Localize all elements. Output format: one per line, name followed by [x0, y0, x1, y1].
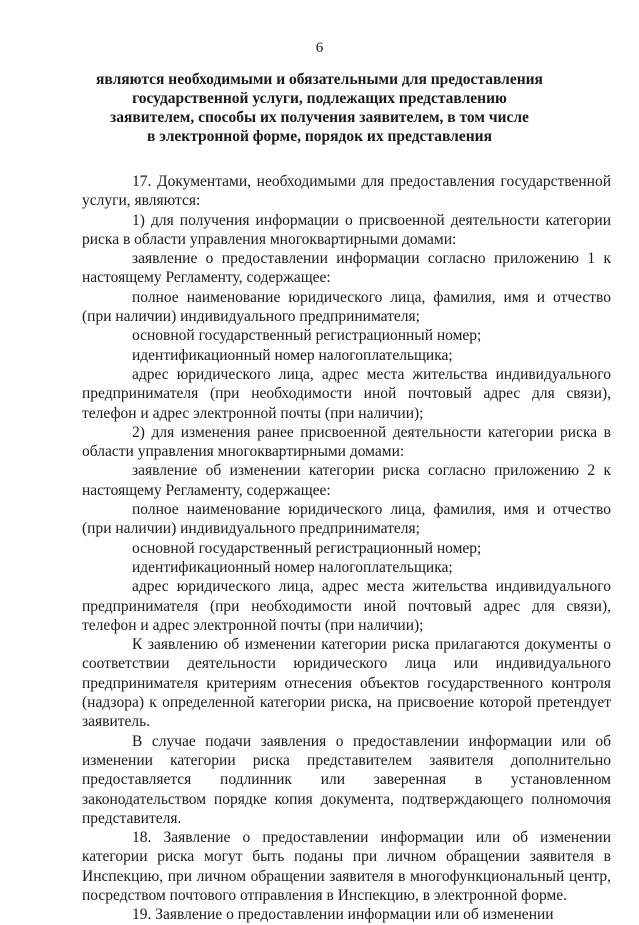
paragraph: основной государственный регистрационный номер; — [132, 539, 482, 557]
paragraph: полное наименование юридического лица, фамилия, имя и отчество (при наличии) индивидуального предпринимателя; — [82, 501, 611, 538]
heading-line: заявителем, способы их получения заявителем, в том числе — [110, 109, 529, 126]
heading-line: являются необходимыми и обязательными для предоставления — [96, 71, 543, 88]
paragraph: заявление о предоставлении информации согласно приложению 1 к настоящему Регламенту, содержащее: — [82, 250, 611, 287]
paragraph: адрес юридического лица, адрес места жительства индивидуального предпринимателя (при необходимости иной почтовый адрес для связи), телефон и адрес электронной почты (при наличии); — [82, 578, 611, 634]
paragraph: идентификационный номер налогоплательщика; — [132, 346, 453, 364]
paragraph: заявление об изменении категории риска согласно приложению 2 к настоящему Регламенту, содержащее: — [82, 462, 611, 499]
paragraph-17: 17. Документами, необходимыми для предоставления государственной услуги, являются: — [82, 173, 611, 210]
paragraph: основной государственный регистрационный номер; — [132, 327, 482, 345]
paragraph: идентификационный номер налогоплательщика; — [132, 558, 453, 576]
paragraph: полное наименование юридического лица, фамилия, имя и отчество (при наличии) индивидуального предпринимателя; — [82, 288, 611, 326]
document-body — [82, 172, 611, 925]
section-heading — [60, 70, 579, 146]
heading-line: в электронной форме, порядок их представления — [147, 128, 492, 145]
paragraph: К заявлению об изменении категории риска прилагаются документы о соответствии деятельности юридического лица или индивидуального предпринимателя критериям отнесения объектов государственного контроля (надзора) к определенной категории риска, на присвоение которой претендует заявитель. — [82, 636, 611, 731]
heading-line: государственной услуги, подлежащих представлению — [132, 90, 507, 107]
paragraph: адрес юридического лица, адрес места жительства индивидуального предпринимателя (при необходимости иной почтовый адрес для связи), телефон и адрес электронной почты (при наличии); — [82, 365, 611, 422]
paragraph-18: 18. Заявление о предоставлении информации или об изменении категории риска могут быть поданы при личном обращении заявителя в Инспекцию, при личном обращении заявителя в многофункциональный центр, посредством почтового отправления в Инспекцию, в электронной форме. — [82, 829, 611, 904]
paragraph-item-1: 1) для получения информации о присвоенной деятельности категории риска в области управления многоквартирными домами: — [82, 211, 611, 248]
paragraph: В случае подачи заявления о предоставлении информации или об изменении категории риска представителем заявителя дополнительно предоставляется подлинник или заверенная в установленном законодательством порядке копия документа, подтверждающего полномочия представителя. — [82, 732, 611, 827]
paragraph-item-2: 2) для изменения ранее присвоенной деятельности категории риска в области управления многоквартирными домами: — [82, 423, 611, 461]
page-number: 6 — [315, 40, 324, 56]
paragraph-19: 19. Заявление о предоставлении информации или об изменении — [132, 906, 554, 924]
